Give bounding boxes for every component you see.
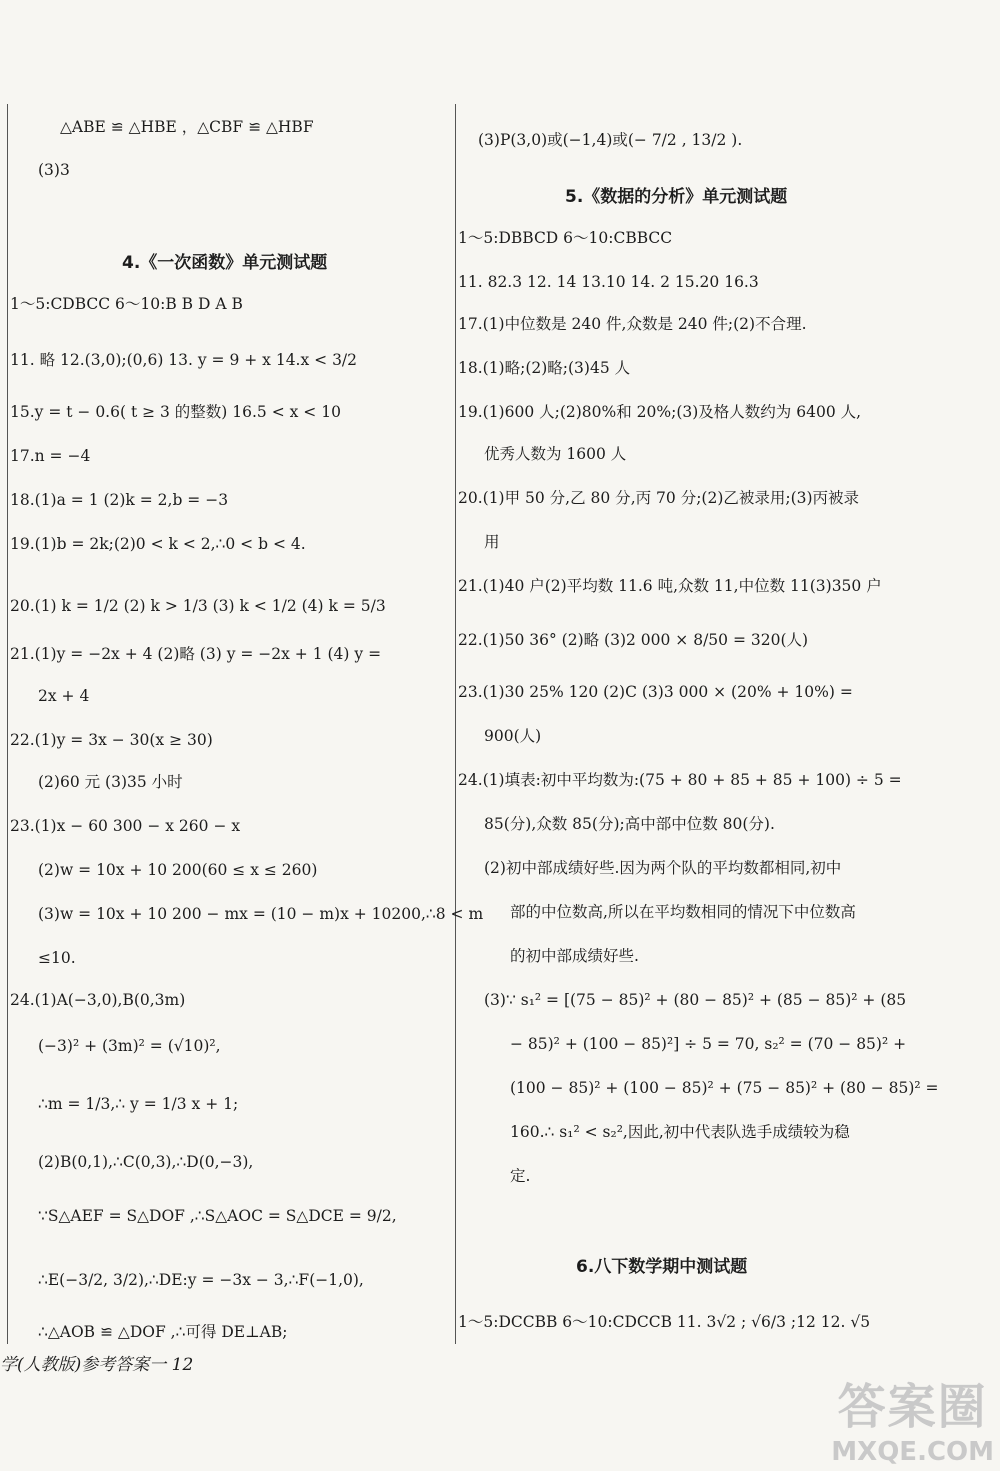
right-line: 23.(1)30 25% 120 (2)C (3)3 000 × (20% + 10%) = [458,683,853,701]
site-watermark [831,1368,994,1467]
right-line: (3)∵ s₁² = [(75 − 85)² + (80 − 85)² + (85 − 85)² + (85 [484,991,907,1009]
right-line: 的初中部成绩好些. [510,947,639,965]
left-line: (2)B(0,1),∴C(0,3),∴D(0,−3), [38,1153,254,1171]
section-6-title: 6.八下数学期中测试题 [576,1257,748,1277]
left-line: ∴m = 1/3,∴ y = 1/3 x + 1; [38,1095,239,1113]
left-line: ≤10. [38,949,76,967]
right-line: 85(分),众数 85(分);高中部中位数 80(分). [484,815,775,833]
watermark-logo-text: 答案圈 [837,1379,988,1435]
right-line: 160.∴ s₁² < s₂²,因此,初中代表队选手成绩较为稳 [510,1123,850,1141]
section-4-title: 4.《一次函数》单元测试题 [122,253,328,273]
section-5-title: 5.《数据的分析》单元测试题 [565,187,788,207]
left-line: ∴E(−3/2, 3/2),∴DE:y = −3x − 3,∴F(−1,0), [38,1271,364,1289]
left-line: 15.y = t − 0.6( t ≥ 3 的整数) 16.5 < x < 10 [10,403,341,421]
right-line: 用 [484,533,500,551]
left-line: 22.(1)y = 3x − 30(x ≥ 30) [10,731,213,749]
right-line: 24.(1)填表:初中平均数为:(75 + 80 + 85 + 85 + 100) ÷ 5 = [458,771,902,789]
right-line: − 85)² + (100 − 85)²] ÷ 5 = 70, s₂² = (70 − 85)² + [510,1035,907,1053]
left-line: 20.(1) k = 1/2 (2) k > 1/3 (3) k < 1/2 (4) k = 5/3 [10,597,386,615]
right-line: 部的中位数高,所以在平均数相同的情况下中位数高 [510,903,856,921]
right-line: (100 − 85)² + (100 − 85)² + (75 − 85)² + (80 − 85)² = [510,1079,939,1097]
right-line: 22.(1)50 36° (2)略 (3)2 000 × 8/50 = 320(人) [458,631,809,649]
left-line: (−3)² + (3m)² = (√10)², [38,1037,221,1055]
left-line: 24.(1)A(−3,0),B(0,3m) [10,991,186,1009]
right-line-last: 1～5:DCCBB 6～10:CDCCB 11. 3√2 ; √6/3 ;12 12. √5 [458,1313,871,1331]
left-line: 11. 略 12.(3,0);(0,6) 13. y = 9 + x 14.x < 3/2 [10,351,358,369]
right-line: 17.(1)中位数是 240 件,众数是 240 件;(2)不合理. [458,315,807,333]
left-line: (2)60 元 (3)35 小时 [38,773,183,791]
right-line: 1～5:DBBCD 6～10:CBBCC [458,229,673,247]
left-line: (2)w = 10x + 10 200(60 ≤ x ≤ 260) [38,861,318,879]
left-line: 1～5:CDBCC 6～10:B B D A B [10,295,243,313]
right-line: (2)初中部成绩好些.因为两个队的平均数都相同,初中 [484,859,842,877]
left-line: 2x + 4 [38,687,90,705]
left-line: 19.(1)b = 2k;(2)0 < k < 2,∴0 < b < 4. [10,535,306,553]
left-line: 21.(1)y = −2x + 4 (2)略 (3) y = −2x + 1 (4) y = [10,645,382,663]
right-line: 定. [510,1167,531,1185]
right-line: 11. 82.3 12. 14 13.10 14. 2 15.20 16.3 [458,273,759,291]
right-line-top: (3)P(3,0)或(−1,4)或(− 7/2 , 13/2 ). [478,131,743,149]
right-line: 21.(1)40 户(2)平均数 11.6 吨,众数 11,中位数 11(3)350 户 [458,577,882,595]
right-line: 20.(1)甲 50 分,乙 80 分,丙 70 分;(2)乙被录用;(3)丙被录 [458,489,860,507]
right-line: 优秀人数为 1600 人 [484,445,627,463]
column-divider [455,104,456,1344]
left-line: ∵S△AEF = S△DOF ,∴S△AOC = S△DCE = 9/2, [38,1207,397,1225]
right-line: 900(人) [484,727,542,745]
left-line: 18.(1)a = 1 (2)k = 2,b = −3 [10,491,229,509]
left-line: 17.n = −4 [10,447,91,465]
left-line: ∴△AOB ≌ △DOF ,∴可得 DE⊥AB; [38,1323,288,1341]
left-line: 23.(1)x − 60 300 − x 260 − x [10,817,241,835]
left-margin-rule [7,104,8,1344]
right-line: 18.(1)略;(2)略;(3)45 人 [458,359,631,377]
watermark-url: MXQE.COM [831,1437,994,1467]
left-line-top-2: (3)3 [38,161,70,179]
left-line: (3)w = 10x + 10 200 − mx = (10 − m)x + 10200,∴8 < m [38,905,484,923]
right-line: 19.(1)600 人;(2)80%和 20%;(3)及格人数约为 6400 人, [458,403,862,421]
left-line-top-1: △ABE ≌ △HBE ，△CBF ≌ △HBF [60,118,314,136]
page-footer: 学(人教版)参考答案一 12 [0,1355,194,1375]
